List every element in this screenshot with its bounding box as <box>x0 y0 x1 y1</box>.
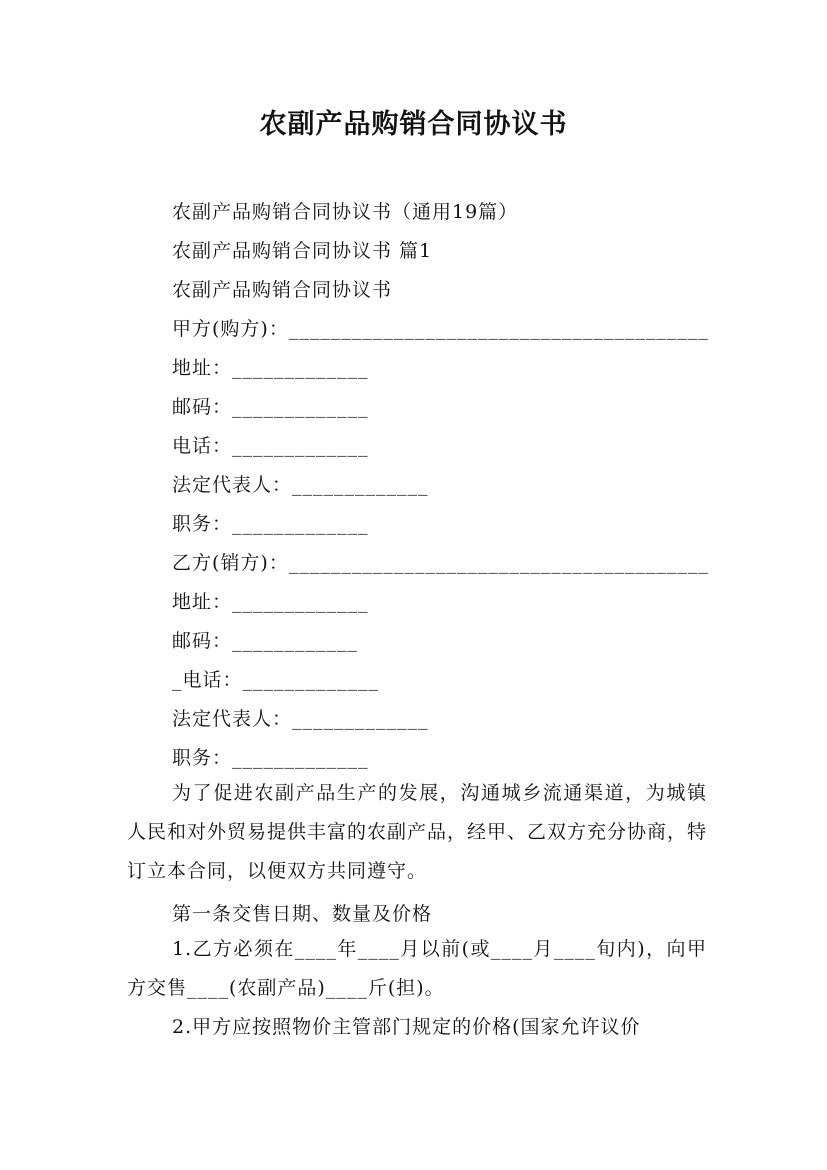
party-b-position-field: 职务：_____________ <box>172 747 369 769</box>
intro-paragraph: 为了促进农副产品生产的发展，沟通城乡流通渠道，为城镇人民和对外贸易提供丰富的农副产品，经甲、乙双方充分协商，特订立本合同，以便双方共同遵守。 <box>127 782 708 882</box>
party-b-address-field: 地址：_____________ <box>172 591 369 613</box>
party-b-phone-field: _电话：_____________ <box>172 669 380 691</box>
party-a-name-field: 甲方(购方)：________________________________________ <box>172 318 709 340</box>
party-a-position-field: 职务：_____________ <box>172 513 369 535</box>
party-a-postcode-field: 邮码：_____________ <box>172 396 369 418</box>
clause-2-paragraph: 2.甲方应按照物价主管部门规定的价格(国家允许议价 <box>172 1016 641 1038</box>
party-b-name-field: 乙方(销方)：________________________________________ <box>172 552 709 574</box>
clause-1-paragraph: 1.乙方必须在____年____月以前(或____月____旬内)，向甲方交售____(农副产品)____斤(担)。 <box>127 938 707 999</box>
party-b-postcode-field: 邮码：____________ <box>172 630 359 652</box>
article-1-heading: 第一条交售日期、数量及价格 <box>172 903 433 925</box>
party-a-address-field: 地址：_____________ <box>172 357 369 379</box>
document-title: 农副产品购销合同协议书 <box>259 109 568 140</box>
party-b-legal-rep-field: 法定代表人：_____________ <box>172 708 429 730</box>
party-a-legal-rep-field: 法定代表人：_____________ <box>172 474 429 496</box>
party-a-phone-field: 电话：_____________ <box>172 435 369 457</box>
header-line-subtitle: 农副产品购销合同协议书 <box>172 279 393 301</box>
header-line-chapter: 农副产品购销合同协议书 篇1 <box>172 240 433 262</box>
header-line-general: 农副产品购销合同协议书（通用19篇） <box>172 201 519 223</box>
